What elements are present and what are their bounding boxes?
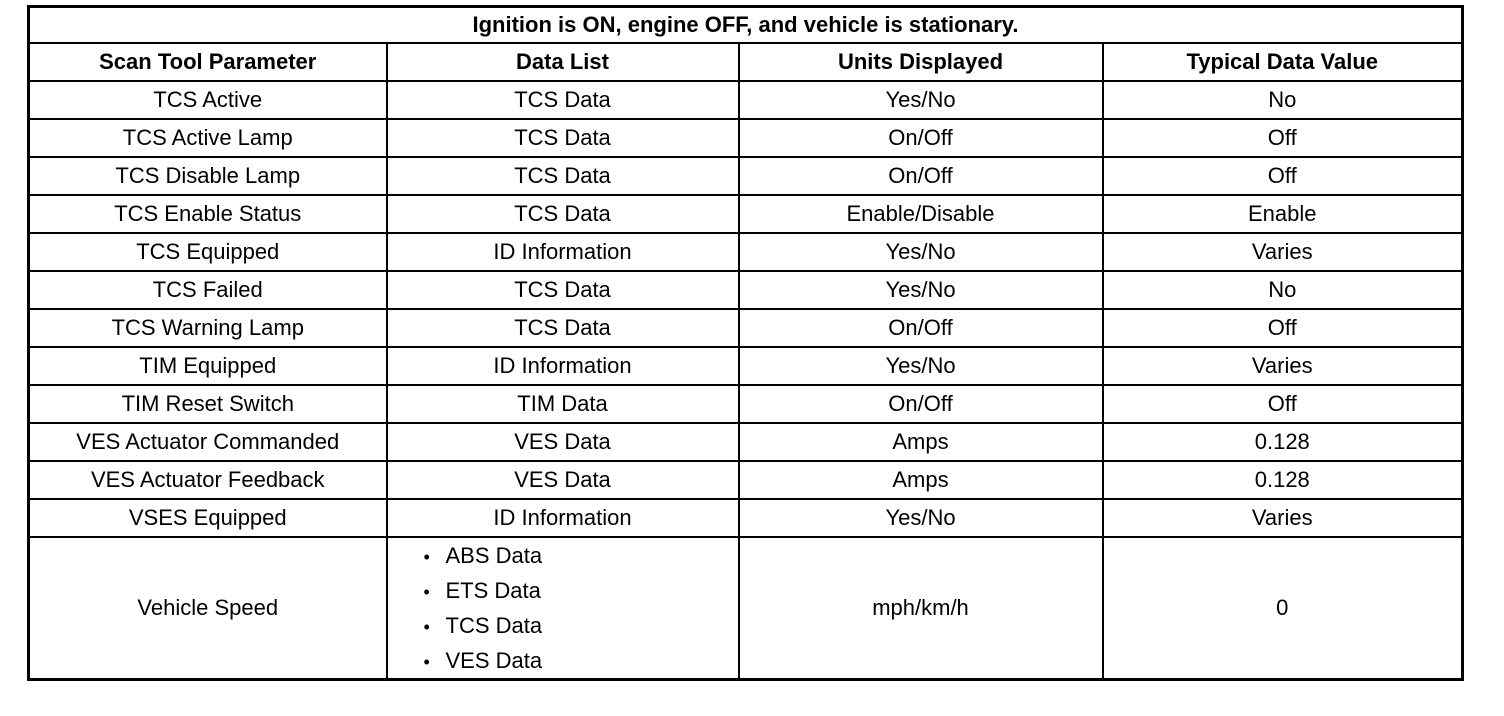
cell-units: On/Off [739,309,1103,347]
cell-parameter: Vehicle Speed [29,537,387,680]
cell-data-list: TCS Data [387,157,739,195]
table-row [29,347,1463,385]
cell-units: mph/km/h [739,537,1103,680]
cell-units: Amps [739,423,1103,461]
cell-data-list: ID Information [387,499,739,537]
cell-data-list: ID Information [387,233,739,271]
list-item: • ABS Data [424,538,738,573]
cell-value: Varies [1103,347,1463,385]
cell-data-list: TIM Data [387,385,739,423]
table-row [29,499,1463,537]
table-row [29,309,1463,347]
list-item: • VES Data [424,643,738,678]
bullet-icon: • [423,547,430,567]
cell-units: Yes/No [739,233,1103,271]
list-item: • ETS Data [424,573,738,608]
cell-value: 0.128 [1103,461,1463,499]
cell-parameter: TCS Disable Lamp [29,157,387,195]
cell-units: On/Off [739,385,1103,423]
table-header-row [29,43,1463,81]
cell-value: No [1103,271,1463,309]
bullet-icon: • [423,582,430,602]
cell-parameter: TCS Failed [29,271,387,309]
cell-value: Off [1103,385,1463,423]
column-header-typical-data-value: Typical Data Value [1103,43,1463,81]
data-list-bullets [388,538,738,678]
cell-value: Off [1103,119,1463,157]
cell-value: 0.128 [1103,423,1463,461]
table-row [29,423,1463,461]
cell-parameter: TIM Equipped [29,347,387,385]
cell-data-list [387,537,739,680]
cell-units: Yes/No [739,271,1103,309]
cell-parameter: TCS Warning Lamp [29,309,387,347]
cell-parameter: TCS Active Lamp [29,119,387,157]
cell-parameter: VES Actuator Commanded [29,423,387,461]
cell-value: Off [1103,309,1463,347]
cell-units: On/Off [739,157,1103,195]
cell-units: On/Off [739,119,1103,157]
cell-data-list: TCS Data [387,195,739,233]
bullet-icon: • [423,617,430,637]
cell-data-list: VES Data [387,423,739,461]
table-row [29,119,1463,157]
scan-tool-data-table [27,5,1464,681]
cell-parameter: TCS Active [29,81,387,119]
table-row [29,81,1463,119]
cell-value: Enable [1103,195,1463,233]
cell-units: Amps [739,461,1103,499]
cell-value: No [1103,81,1463,119]
table-row [29,461,1463,499]
table-row [29,233,1463,271]
cell-units: Yes/No [739,499,1103,537]
cell-parameter: TCS Equipped [29,233,387,271]
cell-value: 0 [1103,537,1463,680]
table-row [29,195,1463,233]
cell-value: Varies [1103,233,1463,271]
cell-units: Yes/No [739,347,1103,385]
table-row [29,157,1463,195]
table-caption: Ignition is ON, engine OFF, and vehicle is stationary. [29,7,1463,44]
cell-data-list: ID Information [387,347,739,385]
cell-data-list: TCS Data [387,119,739,157]
table-caption-row [29,7,1463,44]
cell-units: Enable/Disable [739,195,1103,233]
cell-parameter: TIM Reset Switch [29,385,387,423]
cell-data-list: TCS Data [387,271,739,309]
list-item: • TCS Data [424,608,738,643]
table-row [29,271,1463,309]
cell-parameter: VES Actuator Feedback [29,461,387,499]
column-header-units-displayed: Units Displayed [739,43,1103,81]
table-row [29,385,1463,423]
bullet-icon: • [423,652,430,672]
cell-parameter: VSES Equipped [29,499,387,537]
cell-data-list: TCS Data [387,81,739,119]
cell-data-list: TCS Data [387,309,739,347]
cell-units: Yes/No [739,81,1103,119]
column-header-data-list: Data List [387,43,739,81]
cell-value: Off [1103,157,1463,195]
cell-data-list: VES Data [387,461,739,499]
cell-value: Varies [1103,499,1463,537]
column-header-scan-tool-parameter: Scan Tool Parameter [29,43,387,81]
table-row-vehicle-speed [29,537,1463,680]
cell-parameter: TCS Enable Status [29,195,387,233]
